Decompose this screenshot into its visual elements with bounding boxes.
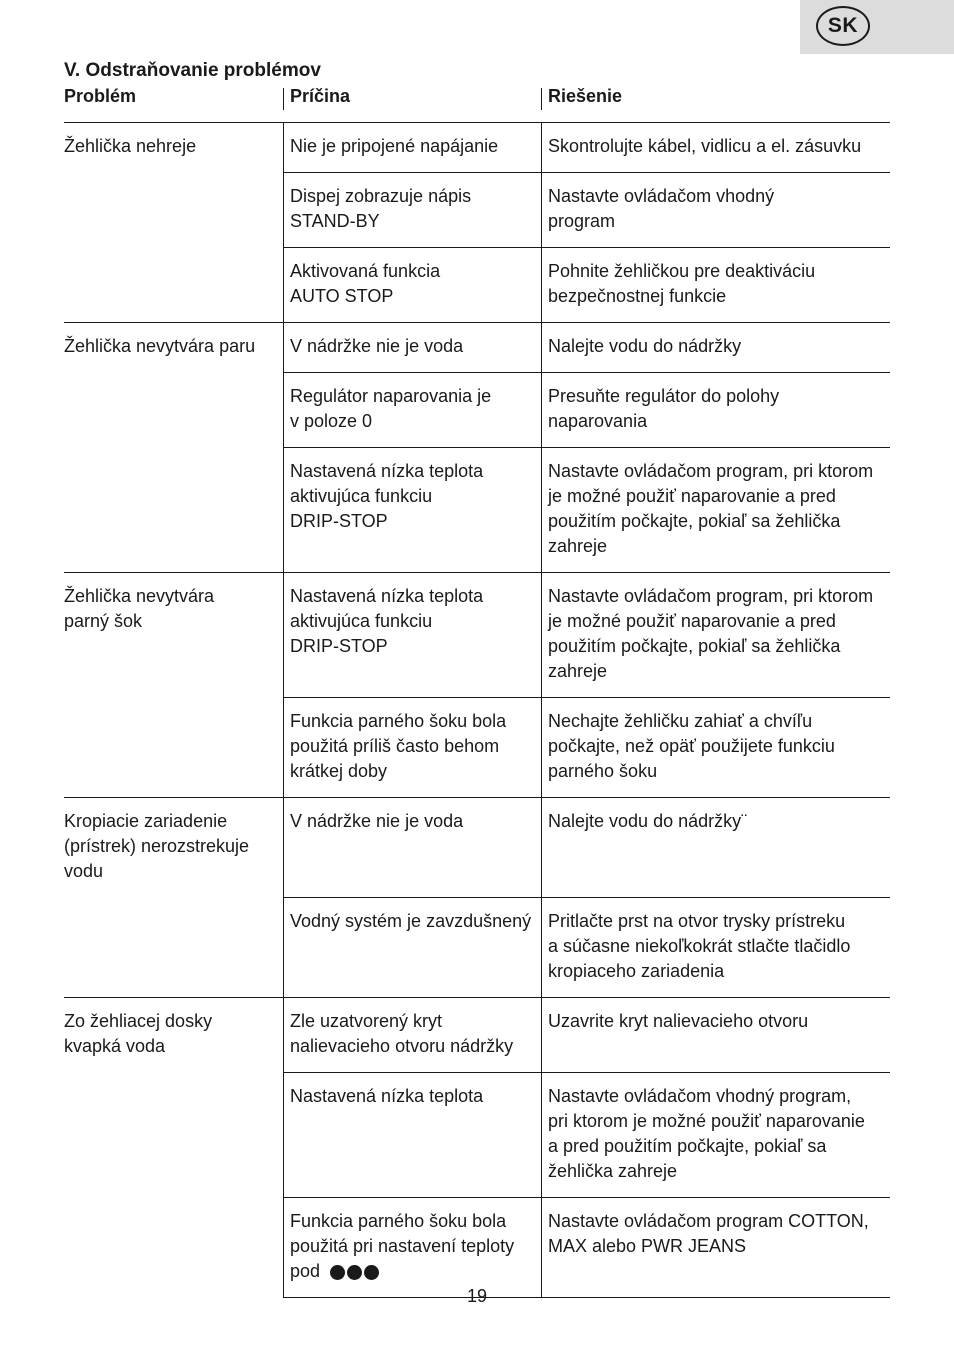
row-rule: [283, 1072, 890, 1073]
cause-cell-line: aktivujúca funkciu: [290, 486, 433, 506]
cause-cell-line: Funkcia parného šoku bola: [290, 1211, 507, 1231]
column-divider: [541, 172, 542, 247]
solution-cell-line: Nastavte ovládačom program, pri ktorom: [548, 461, 874, 481]
solution-cell-line: Pohnite žehličkou pre deaktiváciu: [548, 261, 816, 281]
row-rule: [283, 247, 890, 248]
column-divider: [283, 897, 284, 997]
column-divider: [541, 997, 542, 1072]
solution-cell-line: Nalejte vodu do nádržky: [548, 336, 742, 356]
cause-cell-line: V nádržke nie je voda: [290, 336, 464, 356]
column-divider: [541, 447, 542, 572]
problem-cell-line: parný šok: [64, 611, 143, 631]
row-rule: [283, 1197, 890, 1198]
solution-cell-line: Presuňte regulátor do polohy: [548, 386, 780, 406]
cause-cell-line: pod: [290, 1259, 379, 1284]
solution-cell-line: Nalejte vodu do nádržky¨: [548, 811, 748, 831]
row-rule: [64, 997, 890, 998]
column-divider: [283, 697, 284, 797]
cause-cell-line: DRIP-STOP: [290, 511, 388, 531]
column-divider: [541, 572, 542, 697]
column-divider: [283, 372, 284, 447]
problem-cell-line: Žehlička nevytvára paru: [64, 336, 256, 356]
column-divider: [283, 1197, 284, 1297]
cause-cell-line: STAND-BY: [290, 211, 380, 231]
cause-cell-line: Regulátor naparovania je: [290, 386, 492, 406]
column-divider: [541, 1197, 542, 1297]
header-divider: [283, 88, 284, 110]
solution-cell-line: program: [548, 211, 616, 231]
temperature-dot-icon: [347, 1265, 362, 1280]
solution-cell-line: naparovania: [548, 411, 648, 431]
cause-cell-line: AUTO STOP: [290, 286, 394, 306]
solution-cell-line: Uzavrite kryt nalievacieho otvoru: [548, 1011, 809, 1031]
solution-cell-line: parného šoku: [548, 761, 658, 781]
solution-cell-line: Skontrolujte kábel, vidlicu a el. zásuvku: [548, 136, 862, 156]
header-solution: Riešenie: [548, 86, 623, 106]
problem-cell-line: (prístrek) nerozstrekuje: [64, 836, 250, 856]
solution-cell-line: Pritlačte prst na otvor trysky prístreku: [548, 911, 846, 931]
cause-cell-line: V nádržke nie je voda: [290, 811, 464, 831]
solution-cell-line: Nastavte ovládačom vhodný: [548, 186, 775, 206]
row-rule: [64, 322, 890, 323]
problem-cell-line: vodu: [64, 861, 104, 881]
cause-cell-line: v poloze 0: [290, 411, 373, 431]
solution-cell-line: je možné použiť naparovanie a pred: [548, 611, 836, 631]
column-divider: [283, 122, 284, 172]
column-divider: [541, 697, 542, 797]
page-number: 19: [466, 1286, 488, 1306]
solution-cell-line: a pred použitím počkajte, pokiaľ sa: [548, 1136, 827, 1156]
cause-cell-line: krátkej doby: [290, 761, 388, 781]
language-badge: SK: [816, 6, 870, 46]
column-divider: [283, 797, 284, 897]
row-rule: [283, 372, 890, 373]
solution-cell-line: MAX alebo PWR JEANS: [548, 1236, 747, 1256]
problem-cell-line: Kropiacie zariadenie: [64, 811, 228, 831]
column-divider: [283, 247, 284, 322]
solution-cell-line: Nastavte ovládačom program COTTON,: [548, 1211, 869, 1231]
solution-cell-line: použitím počkajte, pokiaľ sa žehlička: [548, 636, 841, 656]
solution-cell-line: bezpečnostnej funkcie: [548, 286, 727, 306]
row-rule: [283, 897, 890, 898]
row-rule: [283, 447, 890, 448]
cause-cell-line: Aktivovaná funkcia: [290, 261, 441, 281]
row-rule: [283, 697, 890, 698]
column-divider: [283, 172, 284, 247]
solution-cell-line: Nastavte ovládačom program, pri ktorom: [548, 586, 874, 606]
cause-cell-line: Funkcia parného šoku bola: [290, 711, 507, 731]
solution-cell-line: je možné použiť naparovanie a pred: [548, 486, 836, 506]
problem-cell-line: Žehlička nevytvára: [64, 586, 215, 606]
solution-cell-line: Nechajte žehličku zahiať a chvíľu: [548, 711, 813, 731]
problem-cell-line: Zo žehliacej dosky: [64, 1011, 213, 1031]
cause-cell-line: DRIP-STOP: [290, 636, 388, 656]
problem-cell-line: Žehlička nehreje: [64, 136, 197, 156]
solution-cell-line: a súčasne niekoľkokrát stlačte tlačidlo: [548, 936, 851, 956]
row-rule: [64, 797, 890, 798]
column-divider: [541, 797, 542, 897]
cause-cell-line: Nastavená nízka teplota: [290, 461, 484, 481]
solution-cell-line: počkajte, než opäť použijete funkciu: [548, 736, 835, 756]
column-divider: [283, 572, 284, 697]
header-cause: Príčina: [290, 86, 351, 106]
problem-cell-line: kvapká voda: [64, 1036, 166, 1056]
cause-cell-line: nalievacieho otvoru nádržky: [290, 1036, 514, 1056]
header-problem: Problém: [64, 86, 137, 106]
column-divider: [541, 372, 542, 447]
solution-cell-line: zahreje: [548, 536, 608, 556]
solution-cell-line: Nastavte ovládačom vhodný program,: [548, 1086, 852, 1106]
solution-cell-line: kropiaceho zariadenia: [548, 961, 725, 981]
column-divider: [541, 122, 542, 172]
cause-cell-line: aktivujúca funkciu: [290, 611, 433, 631]
row-rule: [64, 572, 890, 573]
column-divider: [283, 997, 284, 1072]
cause-cell-line: Nastavená nízka teplota: [290, 1086, 484, 1106]
row-rule: [283, 172, 890, 173]
cause-cell-line: Dispej zobrazuje nápis: [290, 186, 472, 206]
cause-cell-line: Nie je pripojené napájanie: [290, 136, 499, 156]
solution-cell-line: pri ktorom je možné použiť naparovanie: [548, 1111, 865, 1131]
cause-cell-line: použitá pri nastavení teploty: [290, 1236, 515, 1256]
temperature-dot-icon: [330, 1265, 345, 1280]
cause-cell-line: Zle uzatvorený kryt: [290, 1011, 443, 1031]
column-divider: [541, 322, 542, 372]
cause-cell-line: Vodný systém je zavzdušnený: [290, 911, 532, 931]
column-divider: [541, 897, 542, 997]
table-top-rule: [64, 122, 890, 123]
temperature-dots-icon: [330, 1265, 379, 1280]
column-divider: [541, 1072, 542, 1197]
column-divider: [541, 247, 542, 322]
column-divider: [283, 447, 284, 572]
solution-cell-line: použitím počkajte, pokiaľ sa žehlička: [548, 511, 841, 531]
header-divider: [541, 88, 542, 110]
column-divider: [283, 1072, 284, 1197]
column-divider: [283, 322, 284, 372]
solution-cell-line: žehlička zahreje: [548, 1161, 678, 1181]
cause-cell-line: Nastavená nízka teplota: [290, 586, 484, 606]
temperature-dot-icon: [364, 1265, 379, 1280]
cause-cell-line: použitá príliš často behom: [290, 736, 500, 756]
section-title: V. Odstraňovanie problémov: [64, 60, 321, 81]
solution-cell-line: zahreje: [548, 661, 608, 681]
